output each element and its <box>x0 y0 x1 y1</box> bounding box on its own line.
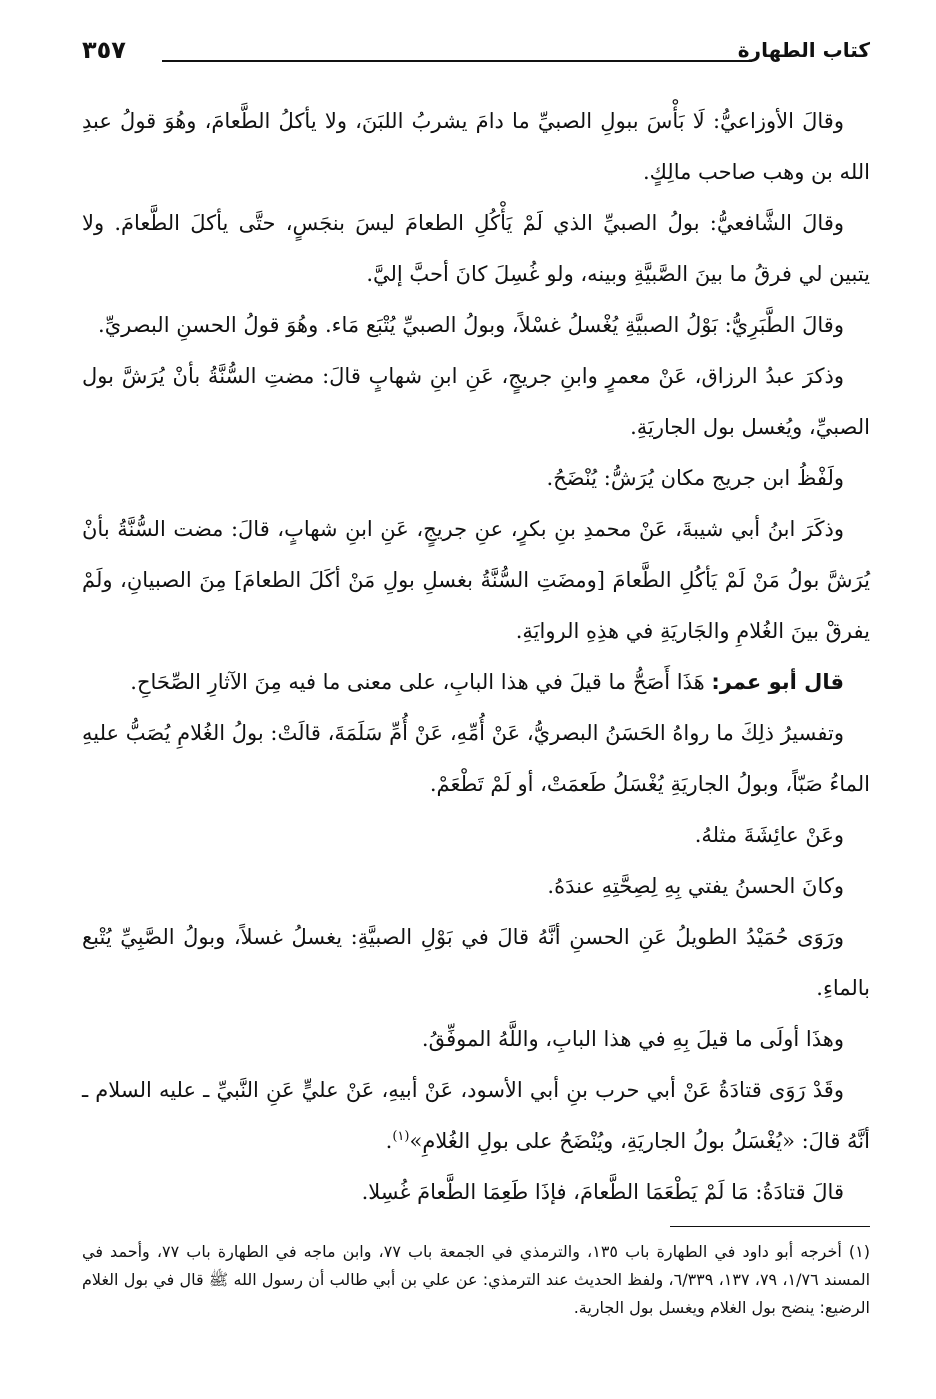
paragraph: وقالَ الطَّبَرِيُّ: بَوْلُ الصبيَّةِ يُغْسلُ غسْلاً، وبولُ الصبيِّ يُتْبَع مَاء. وهُوَ قولُ الحسنِ البصريِّ. <box>98 313 844 337</box>
footnote: (١) أخرجه أبو داود في الطهارة باب ١٣٥، والترمذي في الجمعة باب ٧٧، وابن ماجه في الطهارة باب ٧٧، وأحمد في المسند ١/٧٦، ٧٩، ١٣٧، ٦/٣٣٩، ولفظ الحديث عند الترمذي: عن علي بن أبي طالب أن رسول الله ﷺ قال في بول الغلام الرضيع: ينضح بول الغلام ويغسل بول الجارية. <box>82 1242 871 1317</box>
paragraph: وقالَ الأوزاعيُّ: لَا بَأْسَ ببولِ الصبيِّ ما دامَ يشربُ اللبَنَ، ولا يأكلُ الطَّعامَ، وهُوَ قولُ عبدِ الله بن وهب صاحب مالِكٍ. <box>82 109 870 184</box>
paragraph: وذكَرَ ابنُ أبي شيبةَ، عَنْ محمدِ بنِ بكرٍ، عنِ جريجٍ، عَنِ ابنِ شهابٍ، قالَ: مضت السُّنَّةُ بأنْ يُرَشَّ بولُ مَنْ لَمْ يَأكُلِ الطَّعامَ [ومضَتِ السُّنَّةُ بغسلِ بولِ مَنْ أكَلَ الطعامَ] مِنَ الصبيانِ، ولَمْ يفرقْ بينَ الغُلامِ والجَاريَةِ في هذِهِ الروايَةِ. <box>82 517 870 643</box>
page-header <box>82 36 870 70</box>
paragraph: وهذَا أولَى ما قيلَ بِهِ في هذا البابِ، واللَّهُ الموفِّقُ. <box>421 1027 844 1051</box>
footnote-reference[interactable]: (١) <box>392 1129 410 1144</box>
paragraph: ولَفْظُ ابن جريج مكان يُرَشُّ: يُنْضَحُ. <box>546 466 844 490</box>
paragraph: وكانَ الحسنُ يفتي بِهِ لِصِحَّتِهِ عندَهُ. <box>547 874 844 898</box>
header-rule <box>162 60 752 62</box>
bold-lead: قال أبو عمر: <box>711 670 844 694</box>
paragraph: وذكرَ عبدُ الرزاق، عَنْ معمرٍ وابنِ جريجٍ، عَنِ ابنِ شهابٍ قالَ: مضتِ السُّنَّةُ بأنْ يُرَشَّ بول الصبيِّ، ويُغسل بول الجاريَةِ. <box>82 364 870 439</box>
page-number: ٣٥٧ <box>82 36 126 64</box>
footnote-rule <box>670 1226 870 1227</box>
paragraph: وتفسيرُ ذلِكَ ما رواهُ الحَسَنُ البصريُّ، عَنْ أُمِّهِ، عَنْ أُمِّ سَلَمَةَ، قالَتْ: بولُ الغُلامِ يُصَبُّ عليهِ الماءُ صَبّاً، وبولُ الجاريَةِ يُغْسَلُ طَعمَتْ، أو لَمْ تَطْعَمْ. <box>82 721 870 796</box>
paragraph-text: وقَدْ رَوَى قتادَةُ عَنْ أبي حرب بنِ أبي الأسود، عَنْ أبيهِ، عَنْ عليٍّ عَنِ النَّبيِّ ـ عليه السلام ـ أنَّهُ قالَ: «يُغْسَلُ بولُ الجاريَةِ، ويُنْضَحُ على بولِ الغُلامِ» <box>82 1078 870 1153</box>
paragraph-text: هَذَا أَصَحُّ ما قيلَ في هذا البابِ، على معنى ما فيه مِنَ الآثارِ الصِّحَاحِ. <box>130 670 705 694</box>
chapter-title: كتاب الطهارة <box>737 38 870 62</box>
paragraph: قالَ قتادَةُ: مَا لَمْ يَطْعَمَا الطَّعامَ، فإذَا طَعِمَا الطَّعامَ غُسِلا. <box>361 1180 844 1204</box>
page-body <box>82 96 870 1218</box>
paragraph: وقالَ الشَّافعيُّ: بولُ الصبيِّ الذي لَمْ يَأْكُلِ الطعامَ ليسَ بنجَسٍ، حتَّى يأكلَ الطَّعامَ. ولا يتبين لي فرقُ ما بينَ الصَّبيَّةِ وبينه، ولو غُسِلَ كانَ أحبَّ إليَّ. <box>82 211 870 286</box>
paragraph: وعَنْ عائِشَةَ مثلهُ. <box>694 823 844 847</box>
paragraph: ورَوَى حُمَيْدُ الطويلُ عَنِ الحسنِ أنَّهُ قالَ في بَوْلِ الصبيَّةِ: يغسلُ غسلاً، وبولُ الصَّبِيِّ يُتْبع بالماءِ. <box>82 925 870 1000</box>
paragraph-with-note: وقَدْ رَوَى قتادَةُ عَنْ أبي حرب بنِ أبي الأسود، عَنْ أبيهِ، عَنْ عليٍّ عَنِ النَّبيِّ ـ عليه السلام ـ أنَّهُ قالَ: «يُغْسَلُ بولُ الجاريَةِ، ويُنْضَحُ على بولِ الغُلامِ»$^{(١)}$. <box>82 1078 870 1153</box>
paragraph-abu-umar <box>82 657 870 708</box>
